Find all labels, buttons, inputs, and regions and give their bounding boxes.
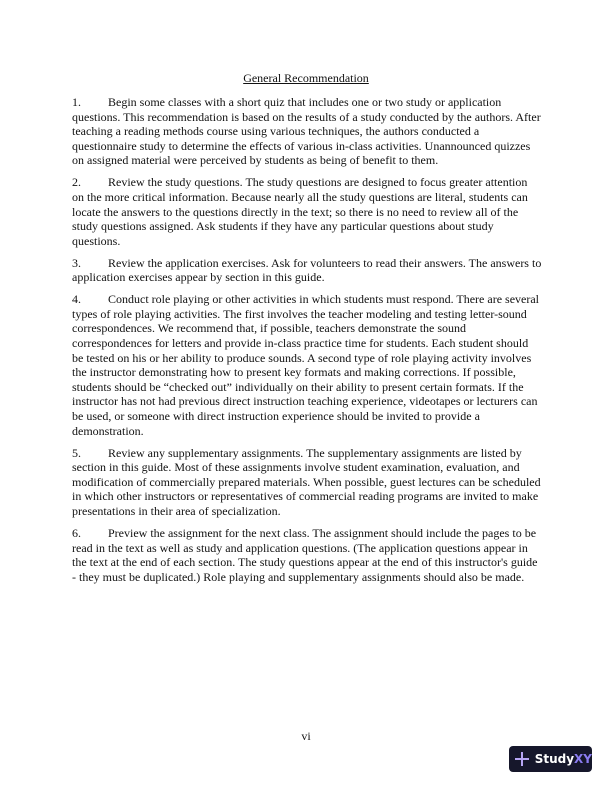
item-number: 4. [72,292,81,307]
item-text: Review the application exercises. Ask for volunteers to read their answers. The answers to application exercises appear by section in this guide. [72,255,542,285]
brand-name-primary: Study [534,752,575,766]
recommendation-item [72,526,542,584]
item-number: 6. [72,525,81,540]
page-title-text: General Recommendation [243,71,369,85]
recommendation-item [72,175,542,248]
page-number: vi [301,729,311,743]
recommendation-item [72,446,542,519]
item-text: Review any supplementary assignments. The supplementary assignments are listed by section in this guide. Most of these assignments involve student examination, evaluation, and modification of commercially prepared materials. When possible, guest lectures can be scheduled in which other instructors or representatives of commercial reading programs are invited to make presentations in their area of specialization. [72,445,541,518]
recommendation-item [72,95,542,168]
page-title [0,71,612,86]
item-text: Conduct role playing or other activities in which students must respond. There are several types of role playing activities. The first involves the teacher modeling and testing letter-sound correspondences. We recommend that, if possible, teachers demonstrate the sound correspondences for letters and provide in-class practice time for students. Each student should be tested on his or her ability to produce sounds. A second type of role playing activity involves the instructor demonstrating how to present key formats and making corrections. If possible, students should be “checked out” individually on their ability to present certain formats. If the instructor has not had previous direct instruction teaching experience, videotapes or lecturers can be used, or someone with direct instruction experience should be invited to provide a demonstration. [72,292,539,438]
recommendation-list [72,95,542,592]
item-number: 2. [72,175,81,190]
item-text: Begin some classes with a short quiz that includes one or two study or application questions. This recommendation is based on the results of a study conducted by the authors. After teaching a reading methods course using various techniques, the authors conducted a questionnaire study to determine the effects of various in-class activities. Unannounced quizzes on assigned material were perceived by students as being of benefit to them. [72,95,541,168]
plus-icon [515,752,529,766]
item-text: Review the study questions. The study questions are designed to focus greater attention on the more critical information. Because nearly all the study questions are literal, students can locate the answers to the questions directly in the text; so there is no need to review all of the study questions assigned. Ask students if they have any particular questions about study questions. [72,175,528,248]
item-number: 5. [72,445,81,460]
recommendation-item [72,292,542,438]
item-number: 3. [72,255,81,270]
recommendation-item [72,256,542,285]
item-text: Preview the assignment for the next class. The assignment should include the pages to be read in the text as well as study and application questions. (The application questions appear in the text at the end of each section. The study questions appear at the end of this instructor's guide - they must be duplicated.) Role playing and supplementary assignments should also be made. [72,525,538,584]
studyxy-watermark-badge[interactable] [509,746,592,772]
item-number: 1. [72,95,81,109]
brand-name-accent: XY [574,752,592,766]
